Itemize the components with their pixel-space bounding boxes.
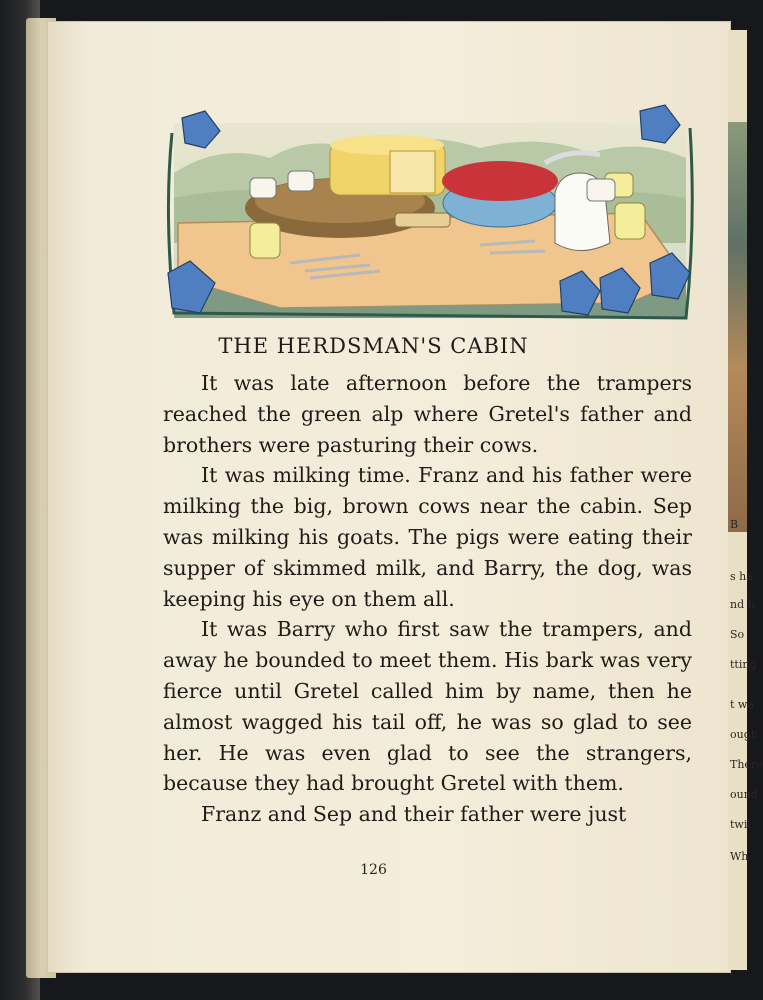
next-page-fragment: nd h xyxy=(730,598,755,611)
cheese-wedge xyxy=(390,151,435,193)
bread-slice xyxy=(395,213,450,227)
paragraph: It was late afternoon before the trampers reached the green alp where Gretel's father and brothers were pasturing their cows. xyxy=(163,371,692,457)
cup xyxy=(250,223,280,258)
cup xyxy=(288,171,314,191)
next-page-fragment: twil xyxy=(730,818,751,831)
paragraph: It was Barry who first saw the trampers, and away he bounded to meet them. His bark was very fierce until Gretel called him by name, then he almost wagged his tail off, he was so glad to see her. He was even glad to see the strangers, because they had brought Gretel with them. xyxy=(163,617,692,796)
next-page-fragment: s ha xyxy=(730,570,753,583)
next-page-sliver xyxy=(728,30,763,970)
body-text xyxy=(163,368,692,830)
next-page-illustration-strip xyxy=(728,122,747,532)
cup xyxy=(250,178,276,198)
strawberries xyxy=(442,161,558,201)
chapter-title: THE HERDSMAN'S CABIN xyxy=(218,334,529,358)
cup xyxy=(615,203,645,239)
cup xyxy=(587,179,615,201)
paragraph: It was milking time. Franz and his father were milking the big, brown cows near the cabin. Sep was milking his goats. The pigs were eating their supper of skimmed milk, and Barry, the dog, was keeping his eye on them all. xyxy=(163,463,692,611)
next-page-fragment: ough xyxy=(730,728,758,741)
paragraph: Franz and Sep and their father were just xyxy=(201,802,627,827)
chapter-illustration xyxy=(160,103,700,328)
next-page-fragment: t wa xyxy=(730,698,754,711)
next-page-fragment: B xyxy=(730,518,739,531)
next-page-fragment: Wh xyxy=(730,850,749,863)
next-page-fragment: So xyxy=(730,628,745,641)
next-page-fragment: tting xyxy=(730,658,757,671)
page-number: 126 xyxy=(360,862,387,878)
next-page-fragment: ound xyxy=(730,788,758,801)
next-page-fragment: There xyxy=(730,758,763,771)
